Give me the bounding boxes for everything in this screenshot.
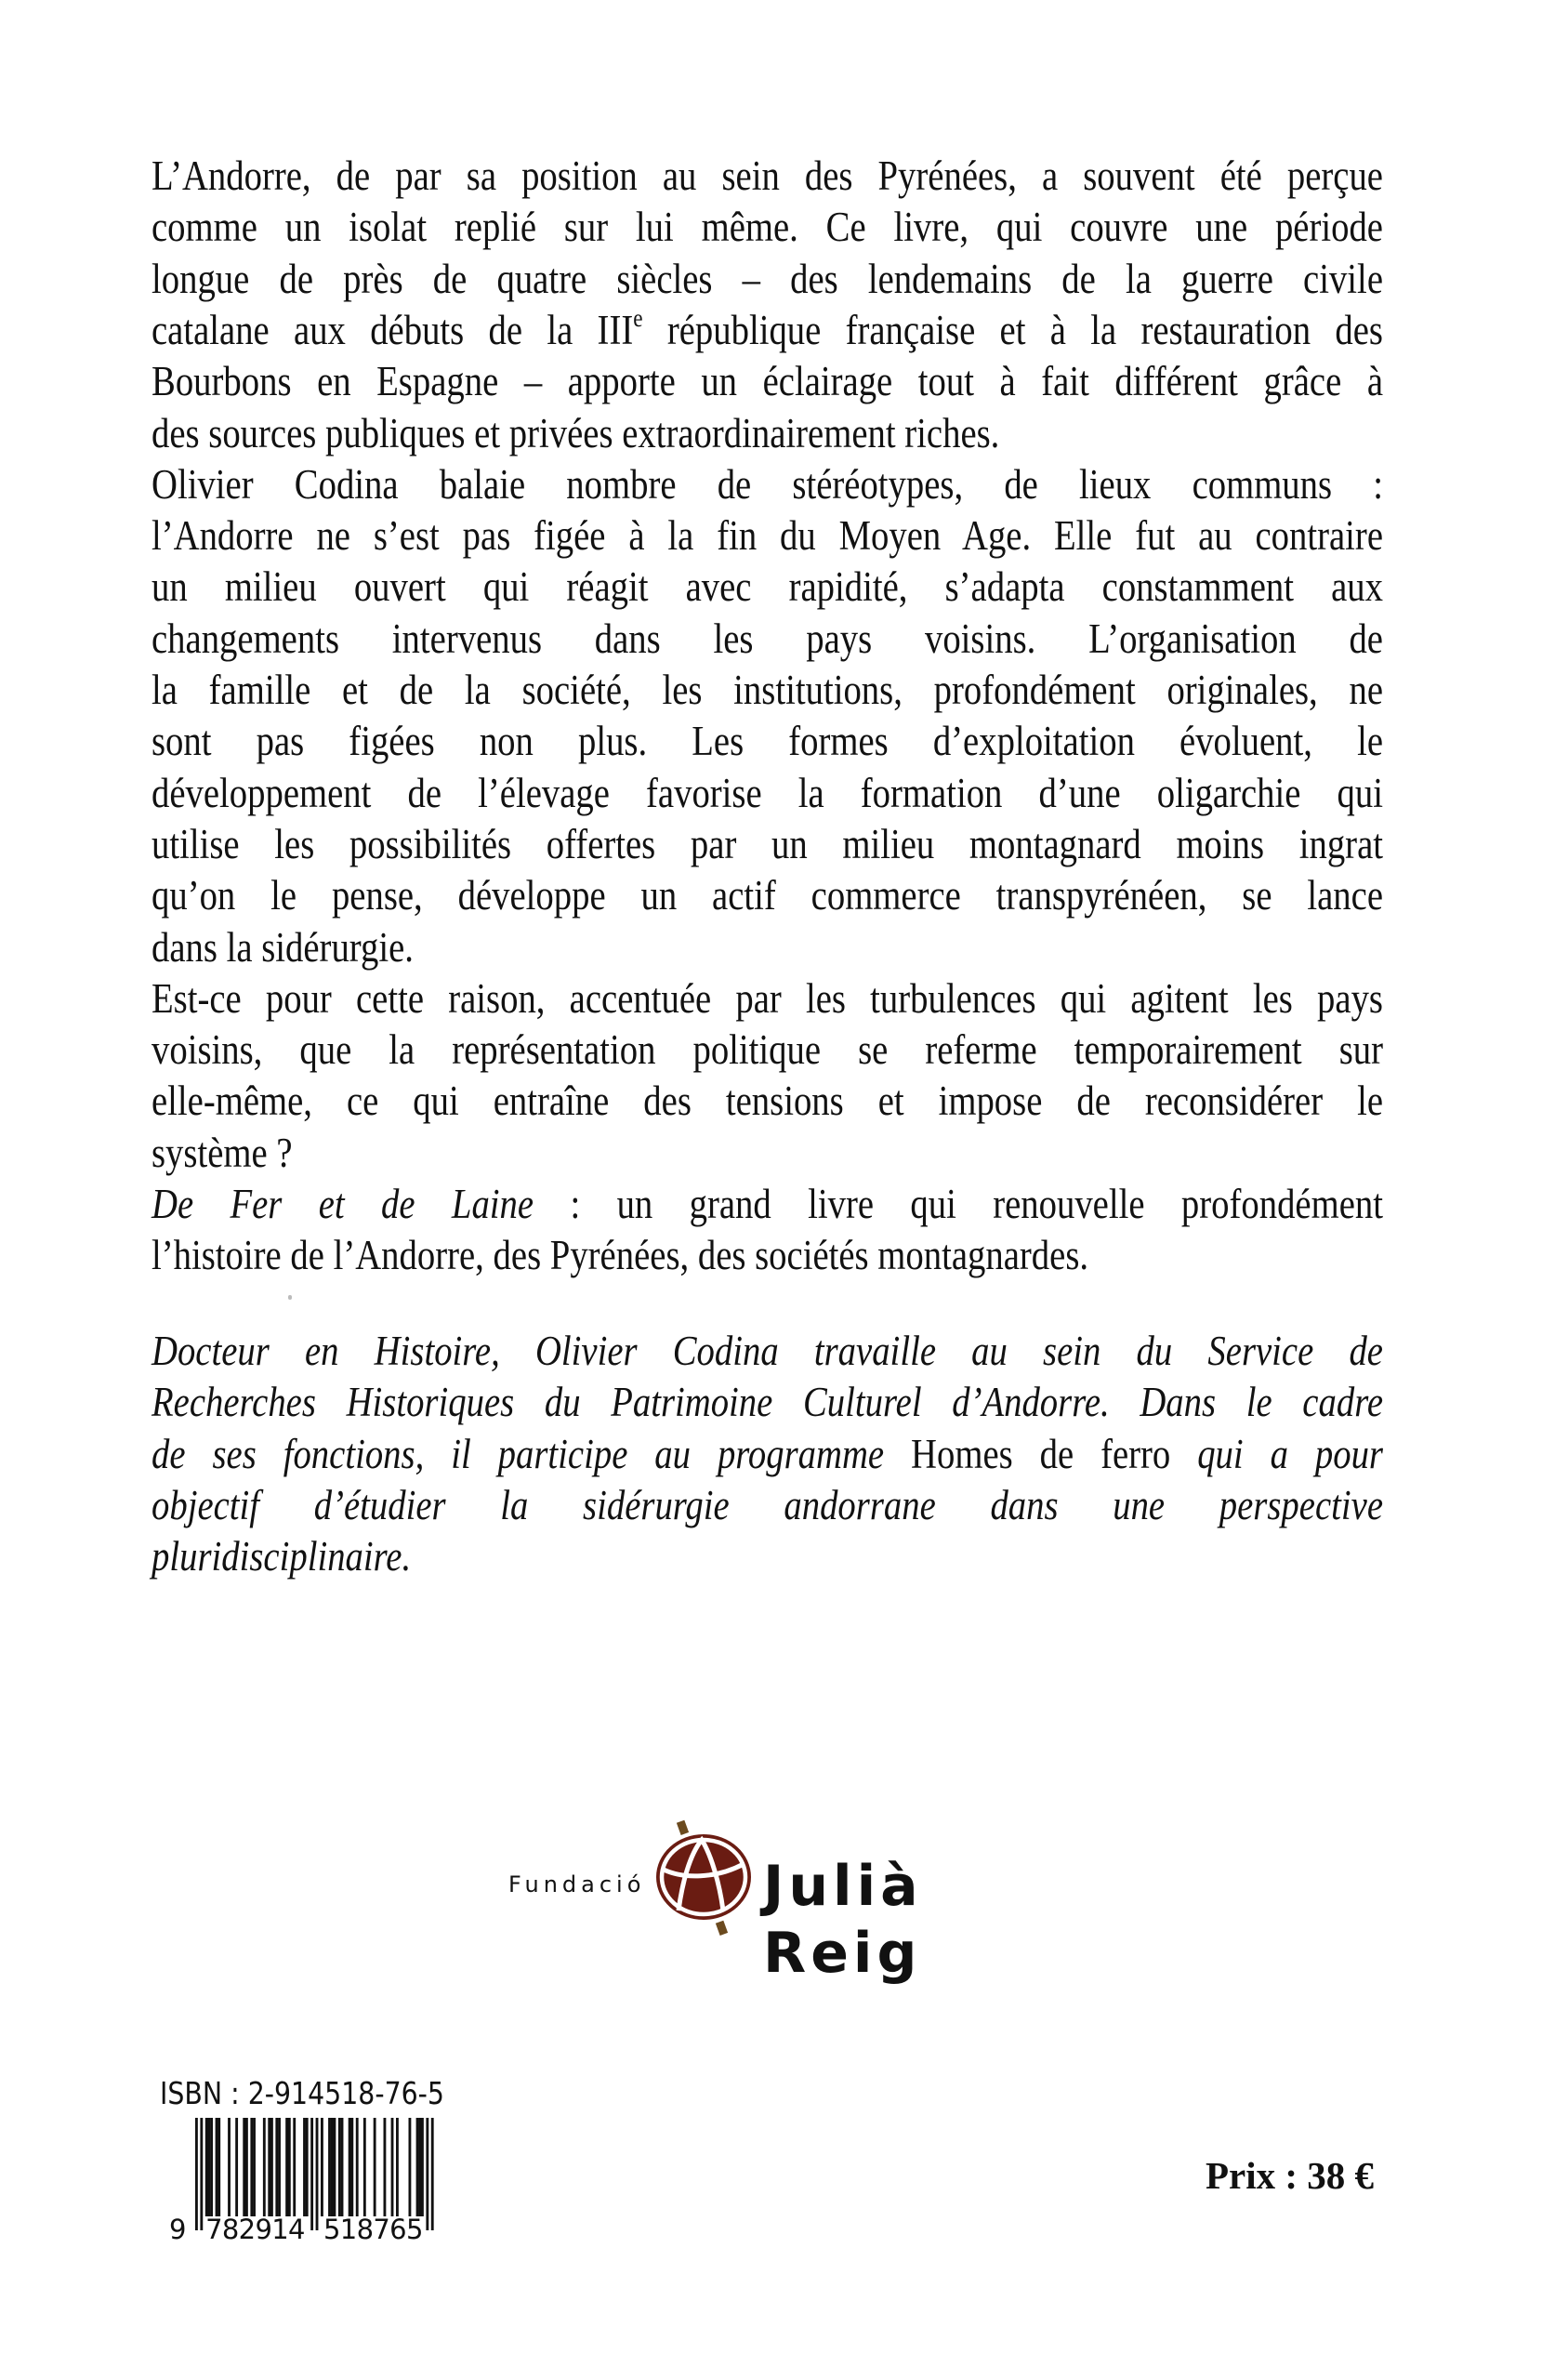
body-line: L’Andorre, de par sa position au sein des Pyrénées, a souvent été perçue	[152, 152, 1383, 199]
price-label: Prix : 38 €	[1206, 2154, 1375, 2197]
barcode-bar	[356, 2118, 359, 2216]
body-line: Est-ce pour cette raison, accentuée par les turbulences qui agitent les pays	[152, 974, 1383, 1022]
globe-tab-bottom	[716, 1921, 728, 1936]
bio-line: pluridisciplinaire.	[152, 1533, 412, 1580]
barcode-bar	[384, 2118, 387, 2216]
barcode-bar	[331, 2118, 334, 2216]
bio-line: objectif d’étudier la sidérurgie andorrane dans une perspective	[152, 1481, 1384, 1528]
barcode-bar	[210, 2118, 213, 2216]
body-line: dans la sidérurgie.	[152, 923, 414, 971]
barcode-digit-first: 9	[169, 2214, 187, 2245]
body-line: l’histoire de l’Andorre, des Pyrénées, des sociétés montagnardes.	[152, 1232, 1089, 1279]
barcode-bar	[200, 2118, 203, 2230]
line-text: : un grand livre qui renouvelle profondément	[534, 1181, 1383, 1227]
body-line	[152, 304, 1383, 356]
program-name: Homes de ferro	[911, 1430, 1171, 1477]
barcode-bar	[334, 2118, 336, 2216]
barcode-bar	[288, 2118, 291, 2216]
body-line: voisins, que la représentation politique se referme temporairement sur	[152, 1026, 1383, 1074]
line-text: qui a pour	[1170, 1430, 1384, 1477]
body-line: changements intervenus dans les pays voisins. L’organisation de	[152, 615, 1383, 662]
barcode-bar	[270, 2118, 273, 2216]
body-line: sont pas figées non plus. Les formes d’exploitation évoluent, le	[152, 718, 1384, 765]
line-text: catalane aux débuts de la III	[152, 306, 634, 353]
scan-speck	[288, 1295, 292, 1300]
logo-name: Julià Reig	[763, 1854, 923, 1986]
barcode-bar	[253, 2118, 256, 2216]
line-text: république française et à la restauration des	[642, 306, 1384, 353]
body-line: des sources publiques et privées extraordinairement riches.	[152, 409, 1000, 456]
barcode-bar	[285, 2118, 288, 2216]
barcode-bar	[391, 2118, 394, 2216]
book-title: De Fer et de Laine	[152, 1181, 534, 1227]
barcode-bar	[396, 2118, 399, 2216]
barcode-bar	[216, 2118, 218, 2216]
line-text: de ses fonctions, il participe au programme	[152, 1430, 912, 1477]
barcode-bar	[421, 2118, 424, 2216]
body-line: longue de près de quatre siècles – des lendemains de la guerre civile	[152, 255, 1383, 302]
body-line: elle-même, ce qui entraîne des tensions et impose de reconsidérer le	[152, 1078, 1384, 1125]
barcode-bar	[243, 2118, 245, 2216]
barcode-bar	[250, 2118, 253, 2216]
barcode-bar	[349, 2118, 351, 2216]
body-line: Bourbons en Espagne – apporte un éclairage tout à fait différent grâce à	[152, 358, 1384, 405]
barcode-bar	[431, 2118, 434, 2230]
body-line: système ?	[152, 1129, 293, 1176]
barcode-bar	[228, 2118, 231, 2216]
bio-line	[152, 1428, 1383, 1480]
barcode-bar	[316, 2118, 319, 2230]
barcode-digits-right: 518765	[323, 2214, 424, 2245]
body-line: qu’on le pense, développe un actif commerce transpyrénéen, se lance	[152, 872, 1384, 919]
barcode-bar	[275, 2118, 278, 2216]
barcode-bar	[217, 2118, 220, 2216]
barcode-bar	[321, 2118, 323, 2216]
barcode-bar	[341, 2118, 344, 2216]
isbn-label: ISBN : 2-914518-76-5	[160, 2075, 444, 2111]
barcode-bar	[310, 2118, 313, 2230]
globe-icon	[651, 1818, 762, 1938]
barcode-bar	[278, 2118, 281, 2216]
barcode-bar	[235, 2118, 238, 2216]
superscript: e	[633, 304, 643, 332]
body-line: la famille et de la société, les institutions, profondément originales, ne	[152, 667, 1384, 713]
logo-prefix: Fundació	[508, 1871, 646, 1897]
barcode-bar	[195, 2118, 198, 2230]
barcode-bar	[306, 2118, 309, 2216]
barcode-bar	[338, 2118, 341, 2216]
barcode-bar	[293, 2118, 296, 2216]
globe-tab-top	[677, 1820, 689, 1835]
barcode-bar	[208, 2118, 211, 2216]
barcode-bar	[363, 2118, 366, 2216]
barcode-bar	[350, 2118, 353, 2216]
body-line: utilise les possibilités offertes par un milieu montagnard moins ingrat	[152, 820, 1384, 867]
barcode-bar	[374, 2118, 376, 2216]
publisher-logo	[502, 1818, 1041, 1986]
barcode-bar	[205, 2118, 208, 2216]
body-line: l’Andorre ne s’est pas figée à la fin du Moyen Age. Elle fut au contraire	[152, 512, 1384, 560]
bio-line: Recherches Historiques du Patrimoine Culturel d’Andorre. Dans le cadre	[152, 1379, 1383, 1426]
barcode-bar	[426, 2118, 428, 2230]
barcode-bar	[328, 2118, 331, 2216]
bio-line: Docteur en Histoire, Olivier Codina travaille au sein du Service de	[152, 1328, 1383, 1374]
barcode-bar	[418, 2118, 421, 2216]
body-line: Olivier Codina balaie nombre de stéréotypes, de lieux communs :	[152, 460, 1383, 508]
body-line	[152, 1178, 1383, 1230]
barcode	[158, 2116, 455, 2251]
barcode-bar	[409, 2118, 412, 2216]
body-line: comme un isolat replié sur lui même. Ce livre, qui couvre une période	[152, 204, 1383, 251]
body-line: développement de l’élevage favorise la formation d’une oligarchie qui	[152, 769, 1383, 816]
barcode-bar	[268, 2118, 270, 2216]
barcode-bar	[416, 2118, 419, 2216]
barcode-bar	[303, 2118, 306, 2216]
barcode-digits-left: 782914	[205, 2214, 306, 2245]
barcode-bar	[263, 2118, 266, 2216]
body-line: un milieu ouvert qui réagit avec rapidité, s’adapta constamment aux	[152, 563, 1384, 611]
barcode-bar	[245, 2118, 248, 2216]
